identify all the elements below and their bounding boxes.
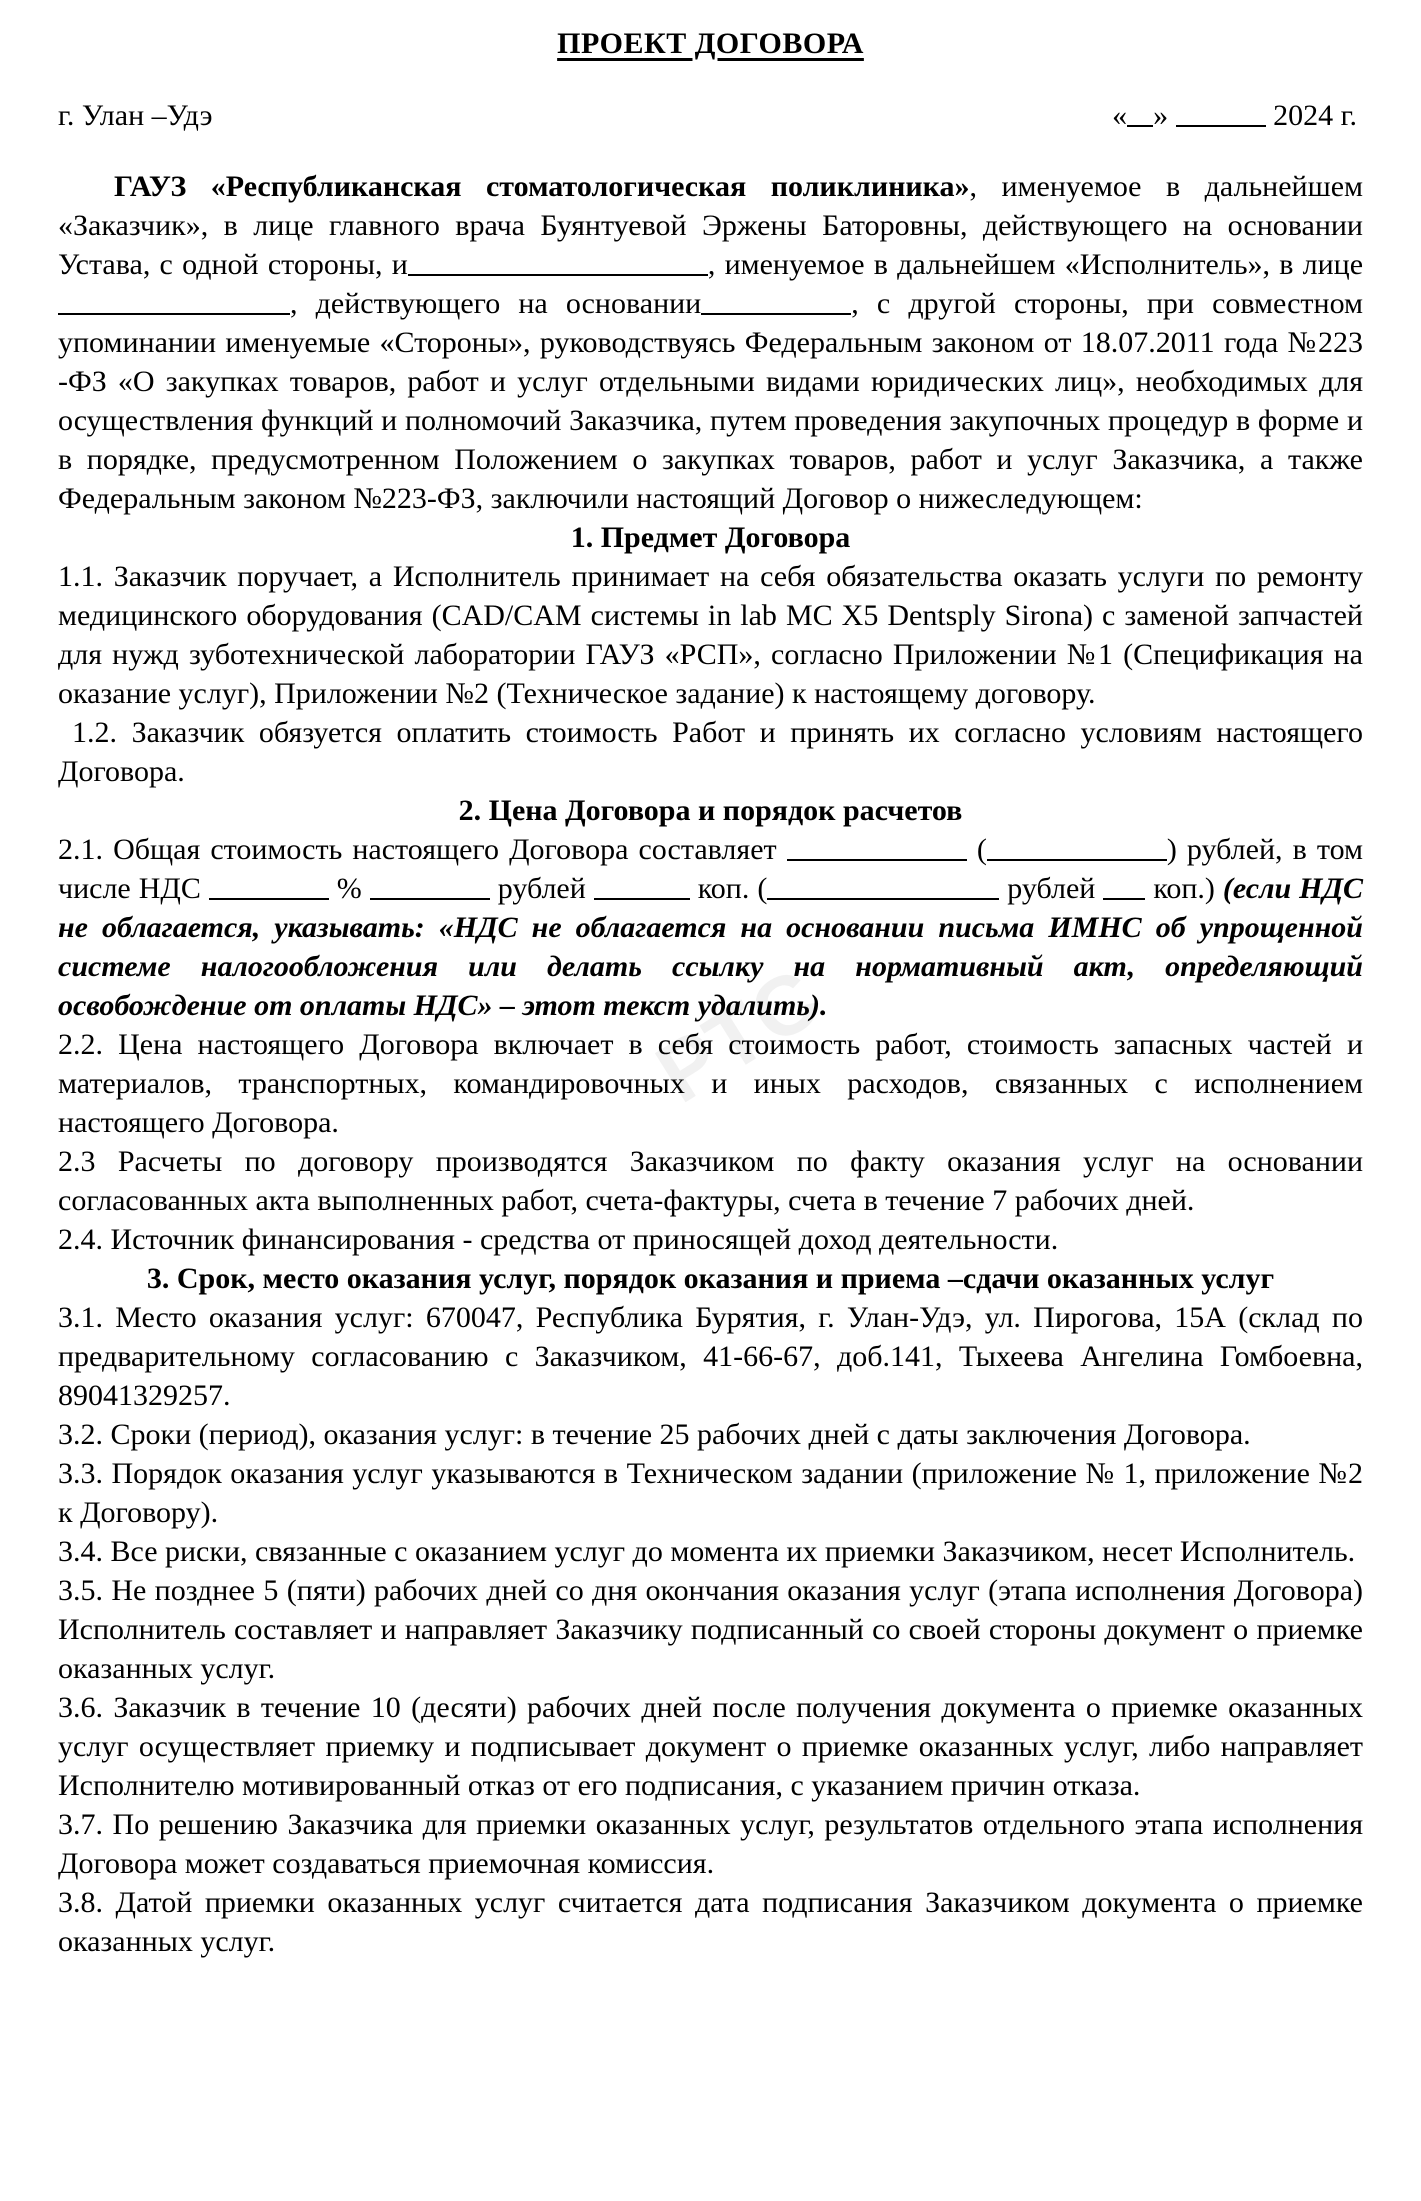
date-of-signing [1112,98,1363,133]
clause-2-1-rubles: рублей [497,872,586,905]
clause-2-1-kop-close: коп.) [1153,872,1215,905]
clause-3-7: 3.7. По решению Заказчика для приемки оказанных услуг, результатов отдельного этапа исполнения Договора может создаваться приемочная комиссия. [58,1808,1363,1880]
clause-2-1-rubles-2: рублей [1007,872,1096,905]
vat-rate-blank [209,870,329,901]
date-year: 2024 г. [1273,99,1357,132]
clause-3-1: 3.1. Место оказания услуг: 670047, Республика Бурятия, г. Улан-Удэ, ул. Пирогова, 15А (склад по предварительному согласованию с Заказчиком, 41-66-67, доб.141, Тыхеева Ангелина Гомбоевна, 89041329257. [58,1301,1363,1412]
clause-3-8: 3.8. Датой приемки оказанных услуг считается дата подписания Заказчиком документа о приемке оказанных услуг. [58,1886,1363,1958]
clause-2-2: 2.2. Цена настоящего Договора включает в себя стоимость работ, стоимость запасных частей и материалов, транспортных, командировочных и иных расходов, связанных с исполнением настоящего Договора. [58,1028,1363,1139]
clause-2-1 [58,830,1363,1025]
preamble-text-3: , действующего на основании [290,287,702,320]
clause-2-3: 2.3 Расчеты по договору производятся Заказчиком по факту оказания услуг на основании согласованных акта выполненных работ, счета-фактуры, счета в течение 7 рабочих дней. [58,1145,1363,1217]
preamble-text-1: , именуемое в дальнейшем «Заказчик», в лице главного врача Буянтуевой Эржены Баторовны, действующего на основании Устава, с одной стороны, и [58,170,1363,281]
date-day-blank [1127,98,1153,127]
date-month-blank-1 [1176,98,1202,127]
place-of-signing: г. Улан –Удэ [58,99,213,132]
clause-3-3: 3.3. Порядок оказания услуг указываются в Техническом задании (приложение № 1, приложение №2 к Договору). [58,1457,1363,1529]
section-2-heading: 2. Цена Договора и порядок расчетов [458,794,963,827]
preamble-text-2: , именуемое в дальнейшем «Исполнитель», в лице [707,248,1364,281]
preamble-paragraph [58,167,1363,518]
preamble-text-4: , с другой стороны, при совместном упоминании именуемые «Стороны», руководствуясь Федеральным законом от 18.07.2011 года №223 -ФЗ «О закупках товаров, работ и услуг отдельными видами юридических лиц», необходимых для осуществления функций и полномочий Заказчика, путем проведения закупочных процедур в форме и в порядке, предусмотренном Положением о закупках товаров, работ и услуг Заказчика, а также Федеральным законом №223-ФЗ, заключили настоящий Договор о нижеследующем: [58,287,1363,515]
section-3-heading: 3. Срок, место оказания услуг, порядок оказания и приема –сдачи оказанных услуг [146,1262,1275,1295]
document-content [58,26,1363,1961]
total-price-digits-blank [787,831,967,862]
clause-3-4: 3.4. Все риски, связанные с оказанием услуг до момента их приемки Заказчиком, несет Исполнитель. [58,1535,1356,1568]
clause-3-2: 3.2. Сроки (период), оказания услуг: в течение 25 рабочих дней с даты заключения Договора. [58,1418,1251,1451]
date-month-blank-2 [1202,98,1266,127]
contractor-representative-blank [58,285,290,316]
clause-1-1: 1.1. Заказчик поручает, а Исполнитель принимает на себя обязательства оказать услуги по ремонту медицинского оборудования (CAD/CAM системы in lab MC X5 Dentsply Sirona) с заменой запчастей для нужд зуботехнической лаборатории ГАУЗ «РСП», согласно Приложении №1 (Спецификация на оказание услуг), Приложении №2 (Техническое задание) к настоящему договору. [58,560,1363,710]
watermark: РТС [640,949,837,1121]
clause-3-5: 3.5. Не позднее 5 (пяти) рабочих дней со дня окончания оказания услуг (этапа исполнения Договора) Исполнитель составляет и направляет Заказчику подписанный со своей стороны документ о приемке оказанных услуг. [58,1574,1363,1685]
vat-kopecks-blank [594,870,690,901]
contractor-basis-blank [701,285,851,316]
clause-2-1-text-a: 2.1. Общая стоимость настоящего Договора составляет [58,833,777,866]
vat-words-rubles-blank [767,870,999,901]
contracting-authority-name: ГАУЗ «Республиканская стоматологическая поликлиника» [114,170,970,203]
clause-2-1-percent: % [336,872,362,905]
clause-2-1-vat-note: (если НДС не облагается, указывать: «НДС не облагается на основании письма ИМНС об упрощенной системе налогообложения или делать ссылку на нормативный акт, определяющий освобождение от оплаты НДС» – этот текст удалить). [58,872,1364,1022]
section-1-heading: 1. Предмет Договора [570,521,851,554]
vat-words-kopecks-blank [1103,870,1145,901]
clause-1-2: 1.2. Заказчик обязуется оплатить стоимость Работ и принять их согласно условиям настоящего Договора. [58,716,1363,788]
clause-2-1-kop-paren: коп. ( [697,872,768,905]
place-and-date-line [58,98,1363,133]
clause-2-1-paren-open: ( [976,833,987,866]
vat-rubles-blank [370,870,490,901]
date-quote-open: « [1112,99,1128,132]
page-title: ПРОЕКТ ДОГОВОРА [557,27,864,60]
date-quote-close: » [1153,99,1169,132]
clause-3-6: 3.6. Заказчик в течение 10 (десяти) рабочих дней после получения документа о приемке оказанных услуг осуществляет приемку и подписывает документ о приемке оказанных услуг, либо направляет Исполнителю мотивированный отказ от его подписания, с указанием причин отказа. [58,1691,1363,1802]
clause-2-1-text-c: ) рублей, в том числе НДС [58,833,1364,905]
contractor-name-blank [408,246,708,277]
clause-2-4: 2.4. Источник финансирования - средства от приносящей доход деятельности. [58,1223,1059,1256]
total-price-words-blank [987,831,1167,862]
